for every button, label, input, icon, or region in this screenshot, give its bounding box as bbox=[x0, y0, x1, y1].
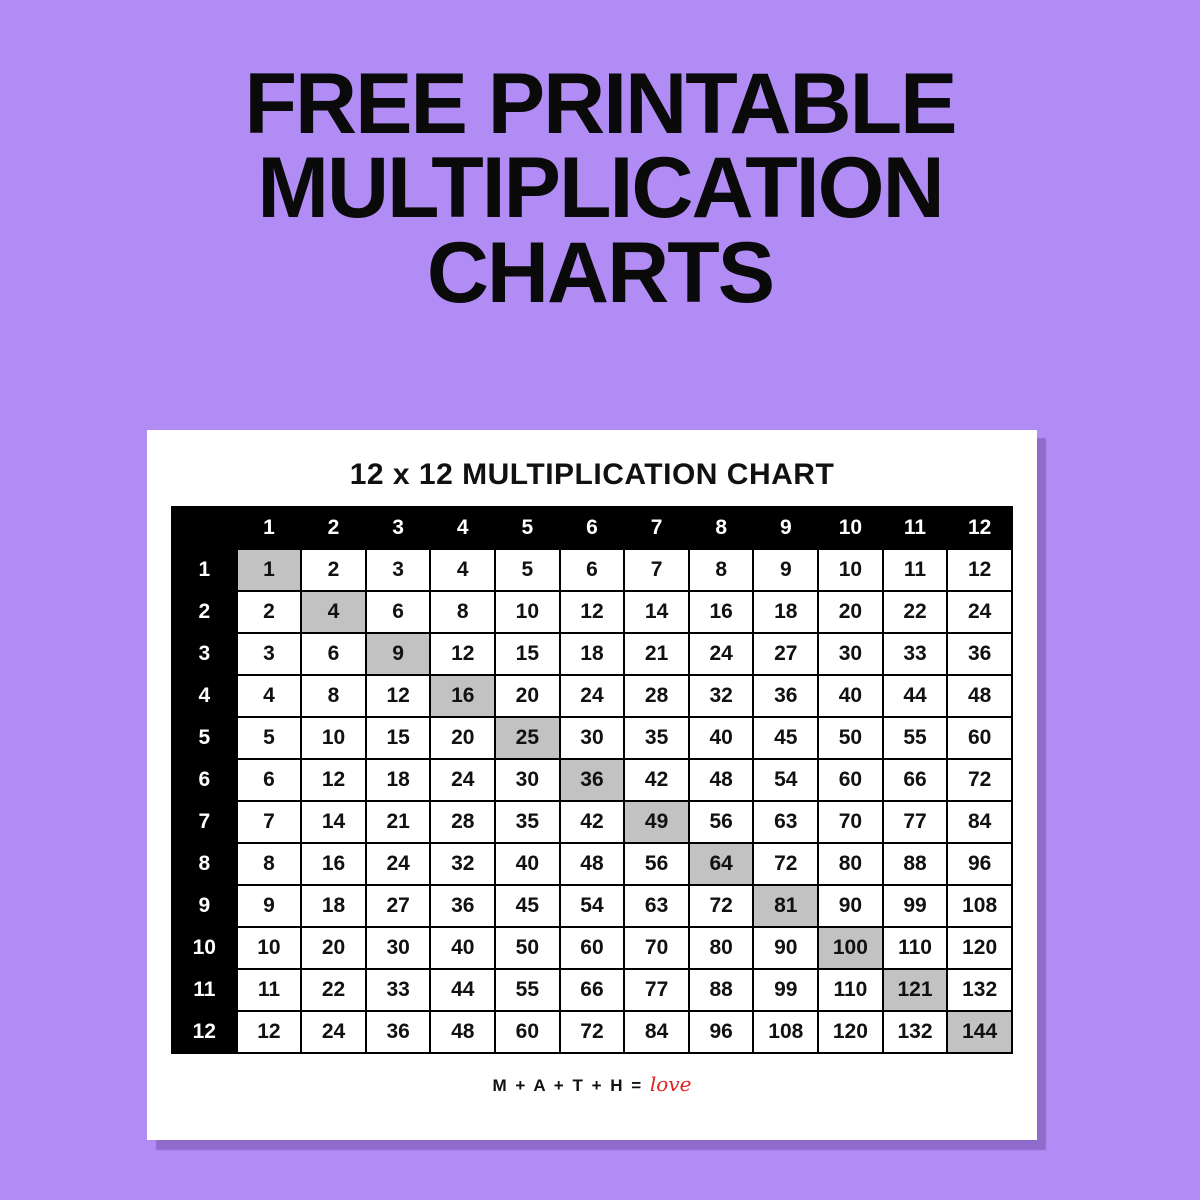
cell-3x6: 18 bbox=[560, 633, 625, 675]
cell-1x3: 3 bbox=[366, 549, 431, 591]
cell-10x8: 80 bbox=[689, 927, 754, 969]
cell-9x12: 108 bbox=[947, 885, 1012, 927]
cell-11x9: 99 bbox=[753, 969, 818, 1011]
cell-1x10: 10 bbox=[818, 549, 883, 591]
cell-6x8: 48 bbox=[689, 759, 754, 801]
cell-2x12: 24 bbox=[947, 591, 1012, 633]
cell-4x6: 24 bbox=[560, 675, 625, 717]
cell-9x9: 81 bbox=[753, 885, 818, 927]
table-row bbox=[172, 801, 1012, 843]
cell-6x3: 18 bbox=[366, 759, 431, 801]
chart-grid bbox=[171, 506, 1013, 1054]
cell-7x11: 77 bbox=[883, 801, 948, 843]
cell-4x9: 36 bbox=[753, 675, 818, 717]
cell-7x8: 56 bbox=[689, 801, 754, 843]
cell-5x1: 5 bbox=[237, 717, 302, 759]
cell-6x2: 12 bbox=[301, 759, 366, 801]
cell-3x10: 30 bbox=[818, 633, 883, 675]
cell-3x12: 36 bbox=[947, 633, 1012, 675]
cell-2x11: 22 bbox=[883, 591, 948, 633]
multiplication-table bbox=[171, 506, 1013, 1054]
cell-5x8: 40 bbox=[689, 717, 754, 759]
cell-6x1: 6 bbox=[237, 759, 302, 801]
cell-1x12: 12 bbox=[947, 549, 1012, 591]
cell-7x7: 49 bbox=[624, 801, 689, 843]
cell-7x1: 7 bbox=[237, 801, 302, 843]
table-header-row bbox=[172, 507, 1012, 549]
cell-11x1: 11 bbox=[237, 969, 302, 1011]
headline-line-1: FREE PRINTABLE bbox=[244, 56, 956, 152]
row-header-2: 2 bbox=[172, 591, 237, 633]
cell-9x4: 36 bbox=[430, 885, 495, 927]
cell-12x8: 96 bbox=[689, 1011, 754, 1053]
table-row bbox=[172, 549, 1012, 591]
cell-10x10: 100 bbox=[818, 927, 883, 969]
cell-1x11: 11 bbox=[883, 549, 948, 591]
cell-5x7: 35 bbox=[624, 717, 689, 759]
page-title bbox=[0, 56, 1200, 321]
row-header-11: 11 bbox=[172, 969, 237, 1011]
row-header-4: 4 bbox=[172, 675, 237, 717]
cell-1x8: 8 bbox=[689, 549, 754, 591]
cell-2x3: 6 bbox=[366, 591, 431, 633]
cell-12x5: 60 bbox=[495, 1011, 560, 1053]
cell-4x4: 16 bbox=[430, 675, 495, 717]
cell-12x3: 36 bbox=[366, 1011, 431, 1053]
cell-8x8: 64 bbox=[689, 843, 754, 885]
cell-1x7: 7 bbox=[624, 549, 689, 591]
cell-8x7: 56 bbox=[624, 843, 689, 885]
cell-5x3: 15 bbox=[366, 717, 431, 759]
cell-2x8: 16 bbox=[689, 591, 754, 633]
cell-8x5: 40 bbox=[495, 843, 560, 885]
cell-3x7: 21 bbox=[624, 633, 689, 675]
table-row bbox=[172, 969, 1012, 1011]
cell-8x9: 72 bbox=[753, 843, 818, 885]
cell-1x4: 4 bbox=[430, 549, 495, 591]
cell-9x8: 72 bbox=[689, 885, 754, 927]
cell-11x4: 44 bbox=[430, 969, 495, 1011]
table-corner-cell bbox=[172, 507, 237, 549]
cell-9x2: 18 bbox=[301, 885, 366, 927]
table-body bbox=[172, 549, 1012, 1053]
cell-12x1: 12 bbox=[237, 1011, 302, 1053]
cell-10x1: 10 bbox=[237, 927, 302, 969]
cell-3x1: 3 bbox=[237, 633, 302, 675]
cell-12x7: 84 bbox=[624, 1011, 689, 1053]
cell-5x2: 10 bbox=[301, 717, 366, 759]
cell-7x4: 28 bbox=[430, 801, 495, 843]
cell-3x4: 12 bbox=[430, 633, 495, 675]
column-header-5: 5 bbox=[495, 507, 560, 549]
row-header-3: 3 bbox=[172, 633, 237, 675]
cell-6x11: 66 bbox=[883, 759, 948, 801]
cell-4x1: 4 bbox=[237, 675, 302, 717]
cell-6x12: 72 bbox=[947, 759, 1012, 801]
column-header-1: 1 bbox=[237, 507, 302, 549]
cell-11x12: 132 bbox=[947, 969, 1012, 1011]
cell-10x9: 90 bbox=[753, 927, 818, 969]
cell-11x10: 110 bbox=[818, 969, 883, 1011]
cell-9x1: 9 bbox=[237, 885, 302, 927]
cell-2x5: 10 bbox=[495, 591, 560, 633]
cell-5x5: 25 bbox=[495, 717, 560, 759]
table-row bbox=[172, 591, 1012, 633]
cell-7x12: 84 bbox=[947, 801, 1012, 843]
cell-5x10: 50 bbox=[818, 717, 883, 759]
cell-9x7: 63 bbox=[624, 885, 689, 927]
cell-4x8: 32 bbox=[689, 675, 754, 717]
cell-1x1: 1 bbox=[237, 549, 302, 591]
cell-8x3: 24 bbox=[366, 843, 431, 885]
cell-1x9: 9 bbox=[753, 549, 818, 591]
cell-2x2: 4 bbox=[301, 591, 366, 633]
cell-7x2: 14 bbox=[301, 801, 366, 843]
row-header-12: 12 bbox=[172, 1011, 237, 1053]
cell-6x6: 36 bbox=[560, 759, 625, 801]
cell-8x2: 16 bbox=[301, 843, 366, 885]
row-header-7: 7 bbox=[172, 801, 237, 843]
cell-5x4: 20 bbox=[430, 717, 495, 759]
table-row bbox=[172, 717, 1012, 759]
row-header-9: 9 bbox=[172, 885, 237, 927]
column-header-12: 12 bbox=[947, 507, 1012, 549]
cell-12x4: 48 bbox=[430, 1011, 495, 1053]
cell-3x5: 15 bbox=[495, 633, 560, 675]
cell-12x11: 132 bbox=[883, 1011, 948, 1053]
multiplication-chart-card bbox=[147, 430, 1037, 1140]
column-header-9: 9 bbox=[753, 507, 818, 549]
cell-8x10: 80 bbox=[818, 843, 883, 885]
cell-11x7: 77 bbox=[624, 969, 689, 1011]
column-header-3: 3 bbox=[366, 507, 431, 549]
table-row bbox=[172, 843, 1012, 885]
headline-line-2: MULTIPLICATION bbox=[257, 140, 943, 237]
cell-10x3: 30 bbox=[366, 927, 431, 969]
cell-10x7: 70 bbox=[624, 927, 689, 969]
column-header-8: 8 bbox=[689, 507, 754, 549]
cell-1x5: 5 bbox=[495, 549, 560, 591]
cell-8x11: 88 bbox=[883, 843, 948, 885]
cell-3x8: 24 bbox=[689, 633, 754, 675]
column-header-7: 7 bbox=[624, 507, 689, 549]
cell-7x3: 21 bbox=[366, 801, 431, 843]
table-row bbox=[172, 759, 1012, 801]
cell-8x12: 96 bbox=[947, 843, 1012, 885]
cell-8x4: 32 bbox=[430, 843, 495, 885]
cell-11x5: 55 bbox=[495, 969, 560, 1011]
cell-2x9: 18 bbox=[753, 591, 818, 633]
cell-11x8: 88 bbox=[689, 969, 754, 1011]
cell-7x6: 42 bbox=[560, 801, 625, 843]
cell-8x6: 48 bbox=[560, 843, 625, 885]
row-header-6: 6 bbox=[172, 759, 237, 801]
cell-9x5: 45 bbox=[495, 885, 560, 927]
cell-12x12: 144 bbox=[947, 1011, 1012, 1053]
headline-line-3: CHARTS bbox=[426, 224, 774, 321]
cell-10x5: 50 bbox=[495, 927, 560, 969]
cell-7x5: 35 bbox=[495, 801, 560, 843]
column-header-2: 2 bbox=[301, 507, 366, 549]
row-header-8: 8 bbox=[172, 843, 237, 885]
cell-11x6: 66 bbox=[560, 969, 625, 1011]
cell-5x11: 55 bbox=[883, 717, 948, 759]
column-header-6: 6 bbox=[560, 507, 625, 549]
cell-1x6: 6 bbox=[560, 549, 625, 591]
cell-10x6: 60 bbox=[560, 927, 625, 969]
brand-footer-text: M + A + T + H = bbox=[492, 1076, 644, 1095]
brand-footer bbox=[147, 1072, 1037, 1096]
cell-5x9: 45 bbox=[753, 717, 818, 759]
cell-3x3: 9 bbox=[366, 633, 431, 675]
cell-9x10: 90 bbox=[818, 885, 883, 927]
cell-7x10: 70 bbox=[818, 801, 883, 843]
column-header-4: 4 bbox=[430, 507, 495, 549]
row-header-10: 10 bbox=[172, 927, 237, 969]
cell-3x11: 33 bbox=[883, 633, 948, 675]
table-row bbox=[172, 927, 1012, 969]
cell-12x2: 24 bbox=[301, 1011, 366, 1053]
cell-4x2: 8 bbox=[301, 675, 366, 717]
cell-2x4: 8 bbox=[430, 591, 495, 633]
cell-4x10: 40 bbox=[818, 675, 883, 717]
cell-2x7: 14 bbox=[624, 591, 689, 633]
row-header-1: 1 bbox=[172, 549, 237, 591]
chart-title: 12 x 12 MULTIPLICATION CHART bbox=[349, 458, 835, 491]
cell-12x6: 72 bbox=[560, 1011, 625, 1053]
column-header-10: 10 bbox=[818, 507, 883, 549]
cell-6x7: 42 bbox=[624, 759, 689, 801]
cell-9x3: 27 bbox=[366, 885, 431, 927]
cell-2x6: 12 bbox=[560, 591, 625, 633]
cell-11x2: 22 bbox=[301, 969, 366, 1011]
cell-6x9: 54 bbox=[753, 759, 818, 801]
cell-1x2: 2 bbox=[301, 549, 366, 591]
cell-6x4: 24 bbox=[430, 759, 495, 801]
cell-11x11: 121 bbox=[883, 969, 948, 1011]
cell-10x11: 110 bbox=[883, 927, 948, 969]
table-row bbox=[172, 1011, 1012, 1053]
cell-3x2: 6 bbox=[301, 633, 366, 675]
cell-3x9: 27 bbox=[753, 633, 818, 675]
cell-10x2: 20 bbox=[301, 927, 366, 969]
cell-4x3: 12 bbox=[366, 675, 431, 717]
cell-9x6: 54 bbox=[560, 885, 625, 927]
column-header-11: 11 bbox=[883, 507, 948, 549]
cell-10x4: 40 bbox=[430, 927, 495, 969]
cell-11x3: 33 bbox=[366, 969, 431, 1011]
row-header-5: 5 bbox=[172, 717, 237, 759]
cell-6x10: 60 bbox=[818, 759, 883, 801]
cell-7x9: 63 bbox=[753, 801, 818, 843]
cell-2x10: 20 bbox=[818, 591, 883, 633]
cell-4x11: 44 bbox=[883, 675, 948, 717]
cell-4x5: 20 bbox=[495, 675, 560, 717]
table-row bbox=[172, 675, 1012, 717]
cell-4x7: 28 bbox=[624, 675, 689, 717]
cell-4x12: 48 bbox=[947, 675, 1012, 717]
cell-9x11: 99 bbox=[883, 885, 948, 927]
cell-12x10: 120 bbox=[818, 1011, 883, 1053]
brand-footer-script: love bbox=[649, 1072, 692, 1096]
table-row bbox=[172, 633, 1012, 675]
cell-8x1: 8 bbox=[237, 843, 302, 885]
cell-5x12: 60 bbox=[947, 717, 1012, 759]
cell-10x12: 120 bbox=[947, 927, 1012, 969]
cell-12x9: 108 bbox=[753, 1011, 818, 1053]
cell-6x5: 30 bbox=[495, 759, 560, 801]
table-row bbox=[172, 885, 1012, 927]
cell-5x6: 30 bbox=[560, 717, 625, 759]
cell-2x1: 2 bbox=[237, 591, 302, 633]
